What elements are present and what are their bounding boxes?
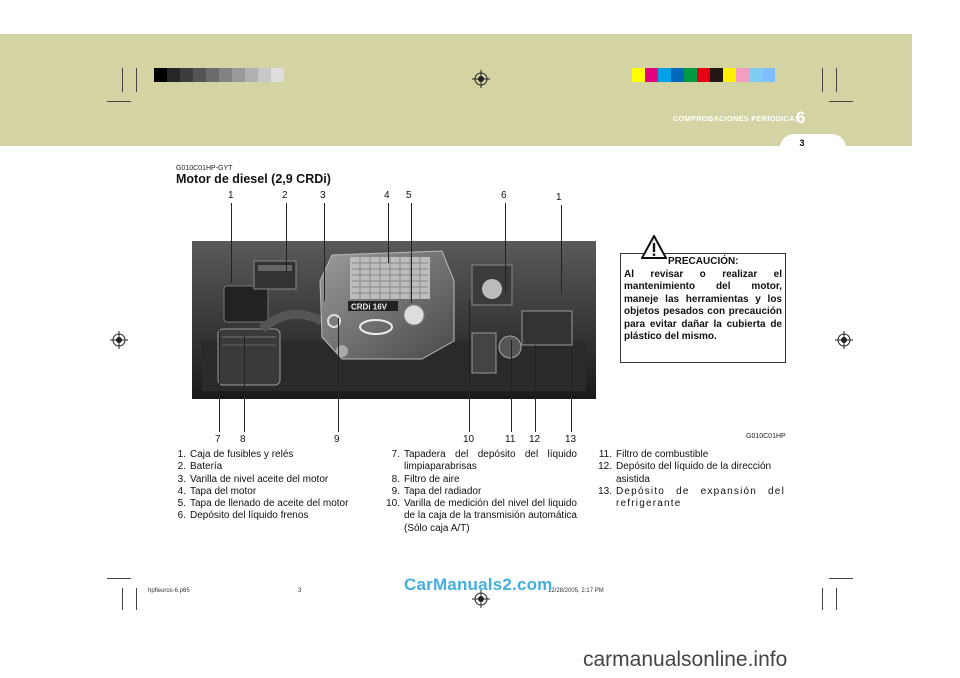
color-swatch bbox=[723, 68, 736, 82]
grey-swatch bbox=[206, 68, 219, 82]
color-swatch bbox=[658, 68, 671, 82]
crop-mark bbox=[107, 101, 131, 102]
caution-title: PRECAUCIÓN: bbox=[668, 256, 739, 267]
callout-bottom-9: 9 bbox=[334, 434, 340, 445]
crop-mark bbox=[836, 68, 837, 92]
list-item: 2. Batería bbox=[177, 461, 223, 473]
watermark-site: carmanualsonline.info bbox=[583, 648, 788, 671]
crop-mark bbox=[829, 578, 853, 579]
callout-line bbox=[231, 203, 232, 283]
grey-swatch bbox=[154, 68, 167, 82]
grey-swatch bbox=[258, 68, 271, 82]
crop-mark bbox=[122, 588, 123, 610]
list-item: 12. Depósito del líquido de la dirección asistida bbox=[598, 461, 772, 485]
callout-line bbox=[511, 340, 512, 432]
crop-mark bbox=[836, 588, 837, 610]
warning-triangle-icon bbox=[641, 235, 667, 259]
list-item: 8. Filtro de aire bbox=[391, 473, 460, 485]
callout-top-1b: 1 bbox=[556, 192, 562, 203]
legend-list-2 bbox=[383, 449, 577, 535]
callout-bottom-11: 11 bbox=[505, 434, 516, 445]
page-title: Motor de diesel (2,9 CRDi) bbox=[176, 172, 331, 186]
grey-swatch bbox=[232, 68, 245, 82]
figure-code: G010C01HP bbox=[746, 433, 786, 440]
callout-bottom-12: 12 bbox=[529, 434, 541, 445]
color-swatch bbox=[710, 68, 723, 82]
registration-mark-icon bbox=[472, 70, 490, 88]
callout-line bbox=[535, 345, 536, 432]
list-item: 4. Tapa del motor bbox=[177, 485, 257, 497]
list-item: 13. Depósito de expansión del refrigerante bbox=[598, 485, 785, 510]
list-item: 9. Tapa del radiador bbox=[391, 485, 482, 497]
callout-bottom-7: 7 bbox=[215, 434, 221, 445]
callout-line bbox=[505, 203, 506, 293]
callout-top-3: 3 bbox=[320, 190, 326, 201]
section-header-label: COMPROBACIONES PERIODICAS bbox=[672, 114, 800, 123]
color-swatch bbox=[684, 68, 697, 82]
callout-top-5: 5 bbox=[406, 190, 412, 201]
callout-bottom-10: 10 bbox=[463, 434, 475, 445]
color-swatch bbox=[645, 68, 658, 82]
callout-line bbox=[561, 205, 562, 293]
grey-swatch bbox=[219, 68, 232, 82]
callout-line bbox=[571, 350, 572, 432]
color-swatch bbox=[749, 68, 762, 82]
callout-line bbox=[324, 203, 325, 301]
callout-bottom-13: 13 bbox=[565, 434, 577, 445]
crop-mark bbox=[122, 68, 123, 92]
caution-text: Al revisar o realizar el mantenimiento del motor, maneje las herramientas y los objetos pesados con precaución para evitar dañar la cubierta de plástico del mismo. bbox=[624, 269, 782, 343]
color-swatch bbox=[736, 68, 749, 82]
color-swatch bbox=[762, 68, 775, 82]
engine-badge: CRDi 16V bbox=[351, 302, 388, 312]
crop-mark bbox=[822, 588, 823, 610]
callout-top-1: 1 bbox=[228, 190, 234, 201]
crop-mark bbox=[822, 68, 823, 92]
crop-mark bbox=[136, 588, 137, 610]
grey-swatch bbox=[271, 68, 284, 82]
callout-line bbox=[411, 203, 412, 303]
color-swatch bbox=[697, 68, 710, 82]
list-item: 5. Tapa de llenado de aceite del motor bbox=[177, 498, 349, 510]
grey-swatch bbox=[180, 68, 193, 82]
callout-top-2: 2 bbox=[282, 190, 288, 201]
watermark-link[interactable]: CarManuals2.com bbox=[404, 575, 553, 594]
grey-scale-bar bbox=[154, 68, 284, 82]
callout-line bbox=[219, 330, 220, 432]
crop-mark bbox=[829, 101, 853, 102]
callout-line bbox=[244, 335, 245, 432]
callout-line bbox=[469, 300, 470, 432]
callout-line bbox=[338, 318, 339, 432]
chapter-number: 6 bbox=[796, 108, 806, 127]
list-item: 3. Varilla de nivel aceite del motor bbox=[177, 473, 329, 485]
legend-list-3 bbox=[595, 449, 785, 510]
grey-swatch bbox=[193, 68, 206, 82]
crop-mark bbox=[107, 578, 131, 579]
color-scale-bar bbox=[632, 68, 775, 82]
list-item: 6. Depósito del líquido frenos bbox=[177, 510, 309, 522]
callout-line bbox=[286, 203, 287, 273]
callout-bottom-8: 8 bbox=[240, 434, 246, 445]
registration-mark-icon bbox=[835, 331, 853, 349]
grey-swatch bbox=[167, 68, 180, 82]
footer-datetime: 12/28/2005, 2:17 PM bbox=[548, 588, 604, 594]
footer-filename: hpfleuros-6.p65 bbox=[148, 588, 190, 594]
callout-top-4: 4 bbox=[384, 190, 390, 201]
section-code: G010C01HP-GYT bbox=[176, 165, 233, 172]
list-item: 7. Tapadera del depósito del líquido limpiaparabrisas bbox=[391, 449, 577, 473]
color-swatch bbox=[671, 68, 684, 82]
registration-mark-icon bbox=[110, 331, 128, 349]
page-margin bbox=[912, 0, 960, 678]
grey-swatch bbox=[245, 68, 258, 82]
callout-line bbox=[388, 203, 389, 263]
crop-mark bbox=[136, 68, 137, 92]
callout-top-6: 6 bbox=[501, 190, 507, 201]
list-item: 1. Caja de fusibles y relés bbox=[177, 449, 294, 460]
page-number: 3 bbox=[799, 138, 805, 148]
list-item: 10. Varilla de medición del nivel del liquido de la caja de la transmisión automática (Sólo caja A/T) bbox=[386, 498, 577, 534]
color-swatch bbox=[632, 68, 645, 82]
legend-list-1 bbox=[176, 449, 372, 523]
list-item: 11. Filtro de combustible bbox=[598, 449, 709, 460]
footer-page: 3 bbox=[298, 588, 302, 594]
